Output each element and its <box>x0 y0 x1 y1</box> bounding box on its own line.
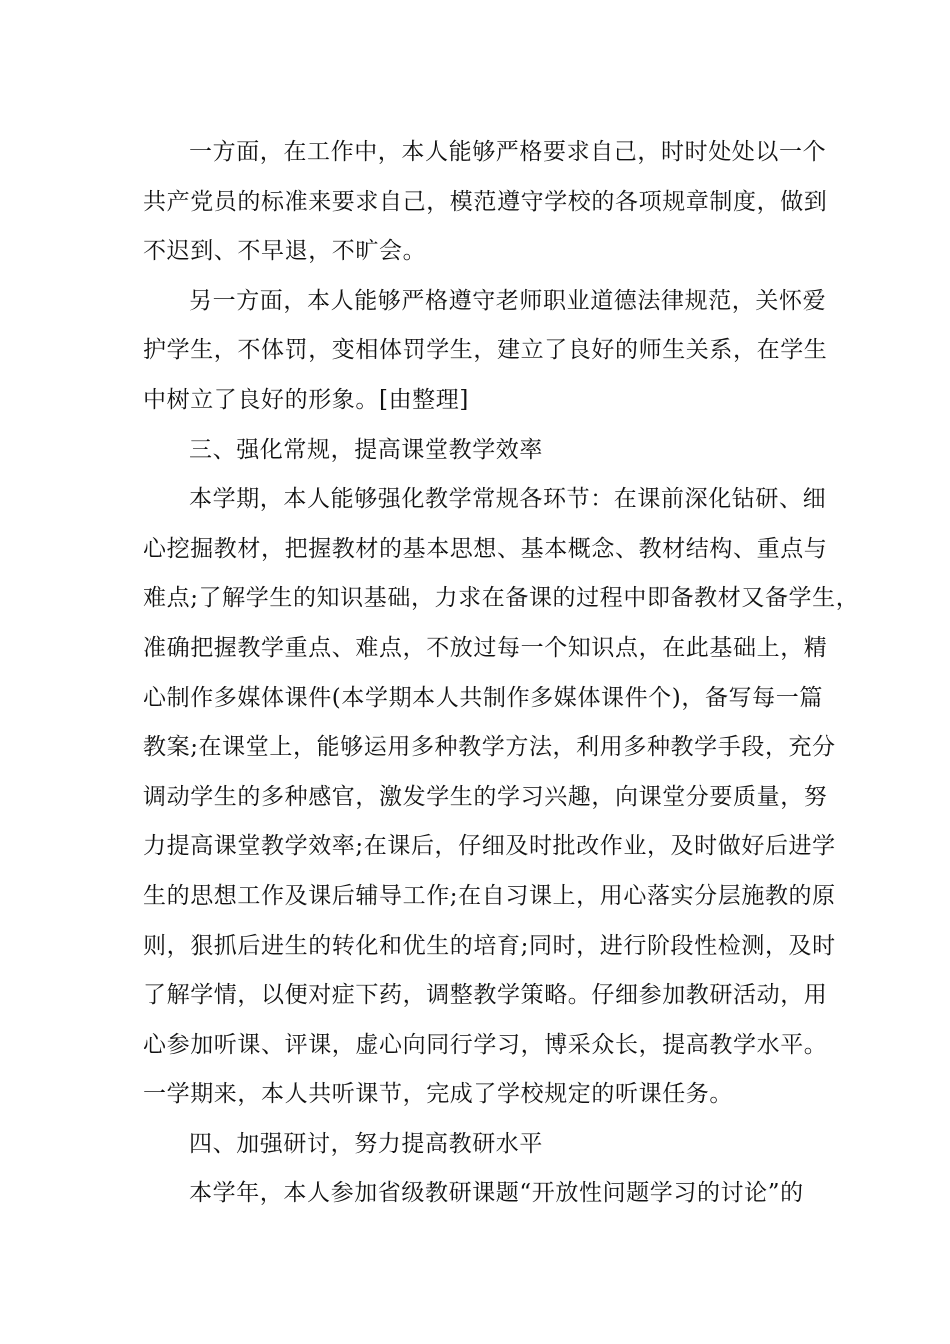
paragraph-line: 教案;在课堂上，能够运用多种教学方法，利用多种教学手段，充分 <box>143 734 836 761</box>
paragraph-line: 共产党员的标准来要求自己，模范遵守学校的各项规章制度，做到 <box>143 188 828 215</box>
paragraph-line: 准确把握教学重点、难点，不放过每一个知识点，在此基础上，精 <box>143 634 828 661</box>
paragraph-line: 生的思想工作及课后辅导工作;在自习课上，用心落实分层施教的原 <box>143 882 836 909</box>
section-heading: 四、加强研讨，努力提高教研水平 <box>189 1130 543 1157</box>
paragraph-line: 中树立了良好的形象。[由整理] <box>143 386 469 413</box>
paragraph-line: 心参加听课、评课，虚心向同行学习，博采众长，提高教学水平。 <box>143 1031 828 1058</box>
paragraph-line: 了解学情，以便对症下药，调整教学策略。仔细参加教研活动，用 <box>143 982 828 1009</box>
paragraph-line: 不迟到、不早退，不旷会。 <box>143 238 427 265</box>
paragraph-line: 难点;了解学生的知识基础，力求在备课的过程中即备教材又备学生， <box>143 585 860 612</box>
paragraph-line: 则，狠抓后进生的转化和优生的培育;同时，进行阶段性检测，及时 <box>143 932 836 959</box>
paragraph-line: 本学期，本人能够强化教学常规各环节：在课前深化钻研、细 <box>189 486 827 513</box>
paragraph-line: 一学期来，本人共听课节，完成了学校规定的听课任务。 <box>143 1081 733 1108</box>
paragraph-line: 另一方面，本人能够严格遵守老师职业道德法律规范，关怀爱 <box>189 287 827 314</box>
document-body <box>143 128 860 1219</box>
paragraph-line: 调动学生的多种感官，激发学生的学习兴趣，向课堂分要质量，努 <box>143 783 828 810</box>
paragraph-line: 一方面，在工作中，本人能够严格要求自己，时时处处以一个 <box>189 139 827 165</box>
paragraph-line: 心制作多媒体课件(本学期本人共制作多媒体课件个)，备写每一篇 <box>143 684 823 711</box>
paragraph-line: 心挖掘教材，把握教材的基本思想、基本概念、教材结构、重点与 <box>143 535 828 562</box>
section-heading: 三、强化常规，提高课堂教学效率 <box>189 436 543 463</box>
paragraph-line: 护学生，不体罚，变相体罚学生，建立了良好的师生关系，在学生 <box>143 337 828 364</box>
paragraph-line: 本学年，本人参加省级教研课题“开放性问题学习的讨论”的 <box>189 1180 804 1207</box>
paragraph-line: 力提高课堂教学效率;在课后，仔细及时批改作业，及时做好后进学 <box>143 833 836 860</box>
